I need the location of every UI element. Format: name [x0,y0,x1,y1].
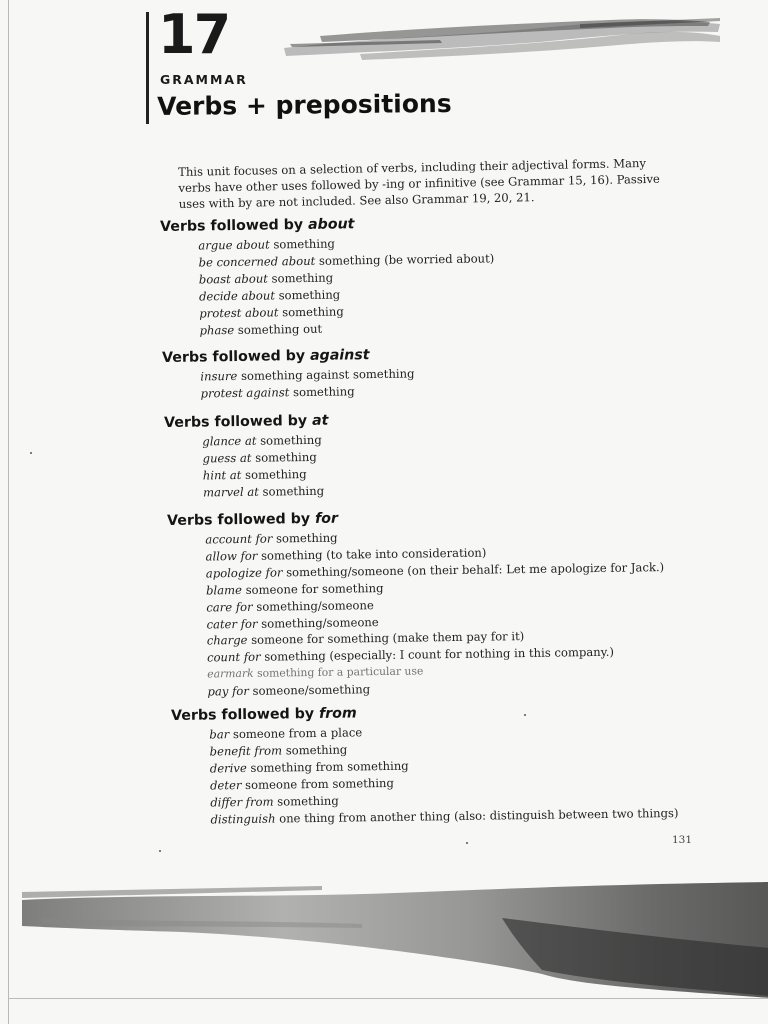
section-against [162,346,415,402]
verb-complement: something (to take into consideration) [257,545,487,563]
verb-phrase: apologize for [205,565,283,581]
verb-complement: something [256,432,322,448]
verb-complement: something [274,287,341,303]
verb-phrase: protest against [200,385,290,401]
heading-preposition: from [318,705,357,722]
verb-complement: something [267,270,334,286]
verb-phrase: care for [206,599,253,615]
heading-text: Verbs followed by [171,705,320,724]
scan-speck [466,842,468,844]
verb-list [162,365,415,402]
section-about [160,214,495,339]
page-bottom-line [8,998,768,999]
list-item [202,432,329,451]
verb-phrase: account for [205,531,273,547]
verb-complement: something (be worried about) [315,251,495,268]
margin-rule [146,12,149,124]
verb-phrase: blame [205,582,243,598]
page-title: Verbs + prepositions [157,88,452,121]
verb-phrase: cater for [206,616,258,631]
verb-phrase: count for [206,650,261,665]
verb-complement: something [269,236,336,252]
section-heading [162,346,414,366]
verb-phrase: charge [206,633,248,648]
verb-phrase: derive [209,760,247,776]
verb-phrase: glance at [202,433,257,449]
brush-stroke-decoration [280,14,725,66]
verb-complement: someone/something [248,682,371,699]
list-item [202,449,329,468]
verb-phrase: differ from [210,794,274,810]
section-label: GRAMMAR [160,72,248,87]
verb-phrase: argue about [198,237,270,253]
verb-complement: someone for something (make them pay for it) [247,629,525,648]
heading-text: Verbs followed by [164,412,313,431]
verb-complement: something [289,384,355,400]
verb-list [167,525,666,701]
verb-phrase: protest about [199,304,279,321]
scan-speck [524,714,526,716]
verb-phrase: bar [209,727,230,742]
verb-phrase: guess at [202,450,252,466]
heading-preposition: about [307,216,355,233]
scan-speck [30,452,32,454]
heading-text: Verbs followed by [162,347,311,366]
list-item [200,365,414,385]
verb-complement: someone for something [241,580,384,597]
heading-preposition: against [309,347,370,364]
verb-complement: something/someone [257,614,379,631]
verb-phrase: earmark [207,667,254,681]
verb-complement: one thing from another thing (also: distinguish between two things) [275,805,679,826]
verb-complement: someone from something [241,775,394,792]
unit-number: 17 [158,3,230,66]
verb-complement: something [251,449,317,465]
section-from [171,701,679,828]
verb-phrase: insure [200,368,238,384]
verb-complement: something for a particular use [253,664,424,681]
verb-complement: something against something [237,366,415,383]
list-item [203,482,330,501]
section-heading [160,214,494,235]
verb-phrase: deter [209,777,242,793]
verb-phrase: boast about [198,271,268,287]
list-item [203,466,330,485]
verb-complement: something [241,466,307,482]
verb-phrase: allow for [205,548,258,564]
verb-complement: something [282,742,348,758]
verb-phrase: distinguish [210,811,276,826]
intro-paragraph: This unit focuses on a selection of verbs, including their adjectival forms. Many verbs have other uses followed by -ing or infinitive (see Grammar 15, 16). Passive uses with by are not included. See also Grammar 19, 20, 21. [178,155,660,211]
verb-list [164,432,329,502]
section-for [167,506,666,701]
list-item [199,318,495,339]
verb-complement: something [278,304,344,319]
verb-phrase: be concerned about [198,253,316,270]
verb-complement: something out [234,321,323,337]
verb-phrase: pay for [207,684,249,699]
section-at [164,413,329,502]
verb-complement: something (especially: I count for nothing in this company.) [260,645,615,665]
heading-preposition: for [314,510,339,527]
verb-list [171,720,678,828]
section-heading [164,413,329,431]
list-item [200,382,414,402]
heading-text: Verbs followed by [160,216,309,235]
verb-complement: something [258,483,325,499]
verb-complement: something/someone [252,597,374,614]
heading-preposition: at [311,412,329,429]
brush-stroke-decoration [22,878,768,998]
scan-speck [159,850,161,852]
page-number: 131 [672,834,693,846]
verb-complement: something [272,530,338,546]
verb-complement: something [273,793,339,809]
verb-phrase: hint at [202,467,242,483]
verb-phrase: decide about [198,288,276,304]
heading-text: Verbs followed by [167,510,316,529]
page-edge-line [8,0,9,1024]
verb-complement: something from something [246,758,409,775]
verb-phrase: phase [199,322,235,337]
verb-complement: someone from a place [229,725,363,742]
verb-complement: something/someone (on their behalf: Let me apologize for Jack.) [282,559,665,580]
verb-phrase: marvel at [202,484,260,500]
verb-list [160,233,495,339]
verb-phrase: benefit from [209,743,283,759]
